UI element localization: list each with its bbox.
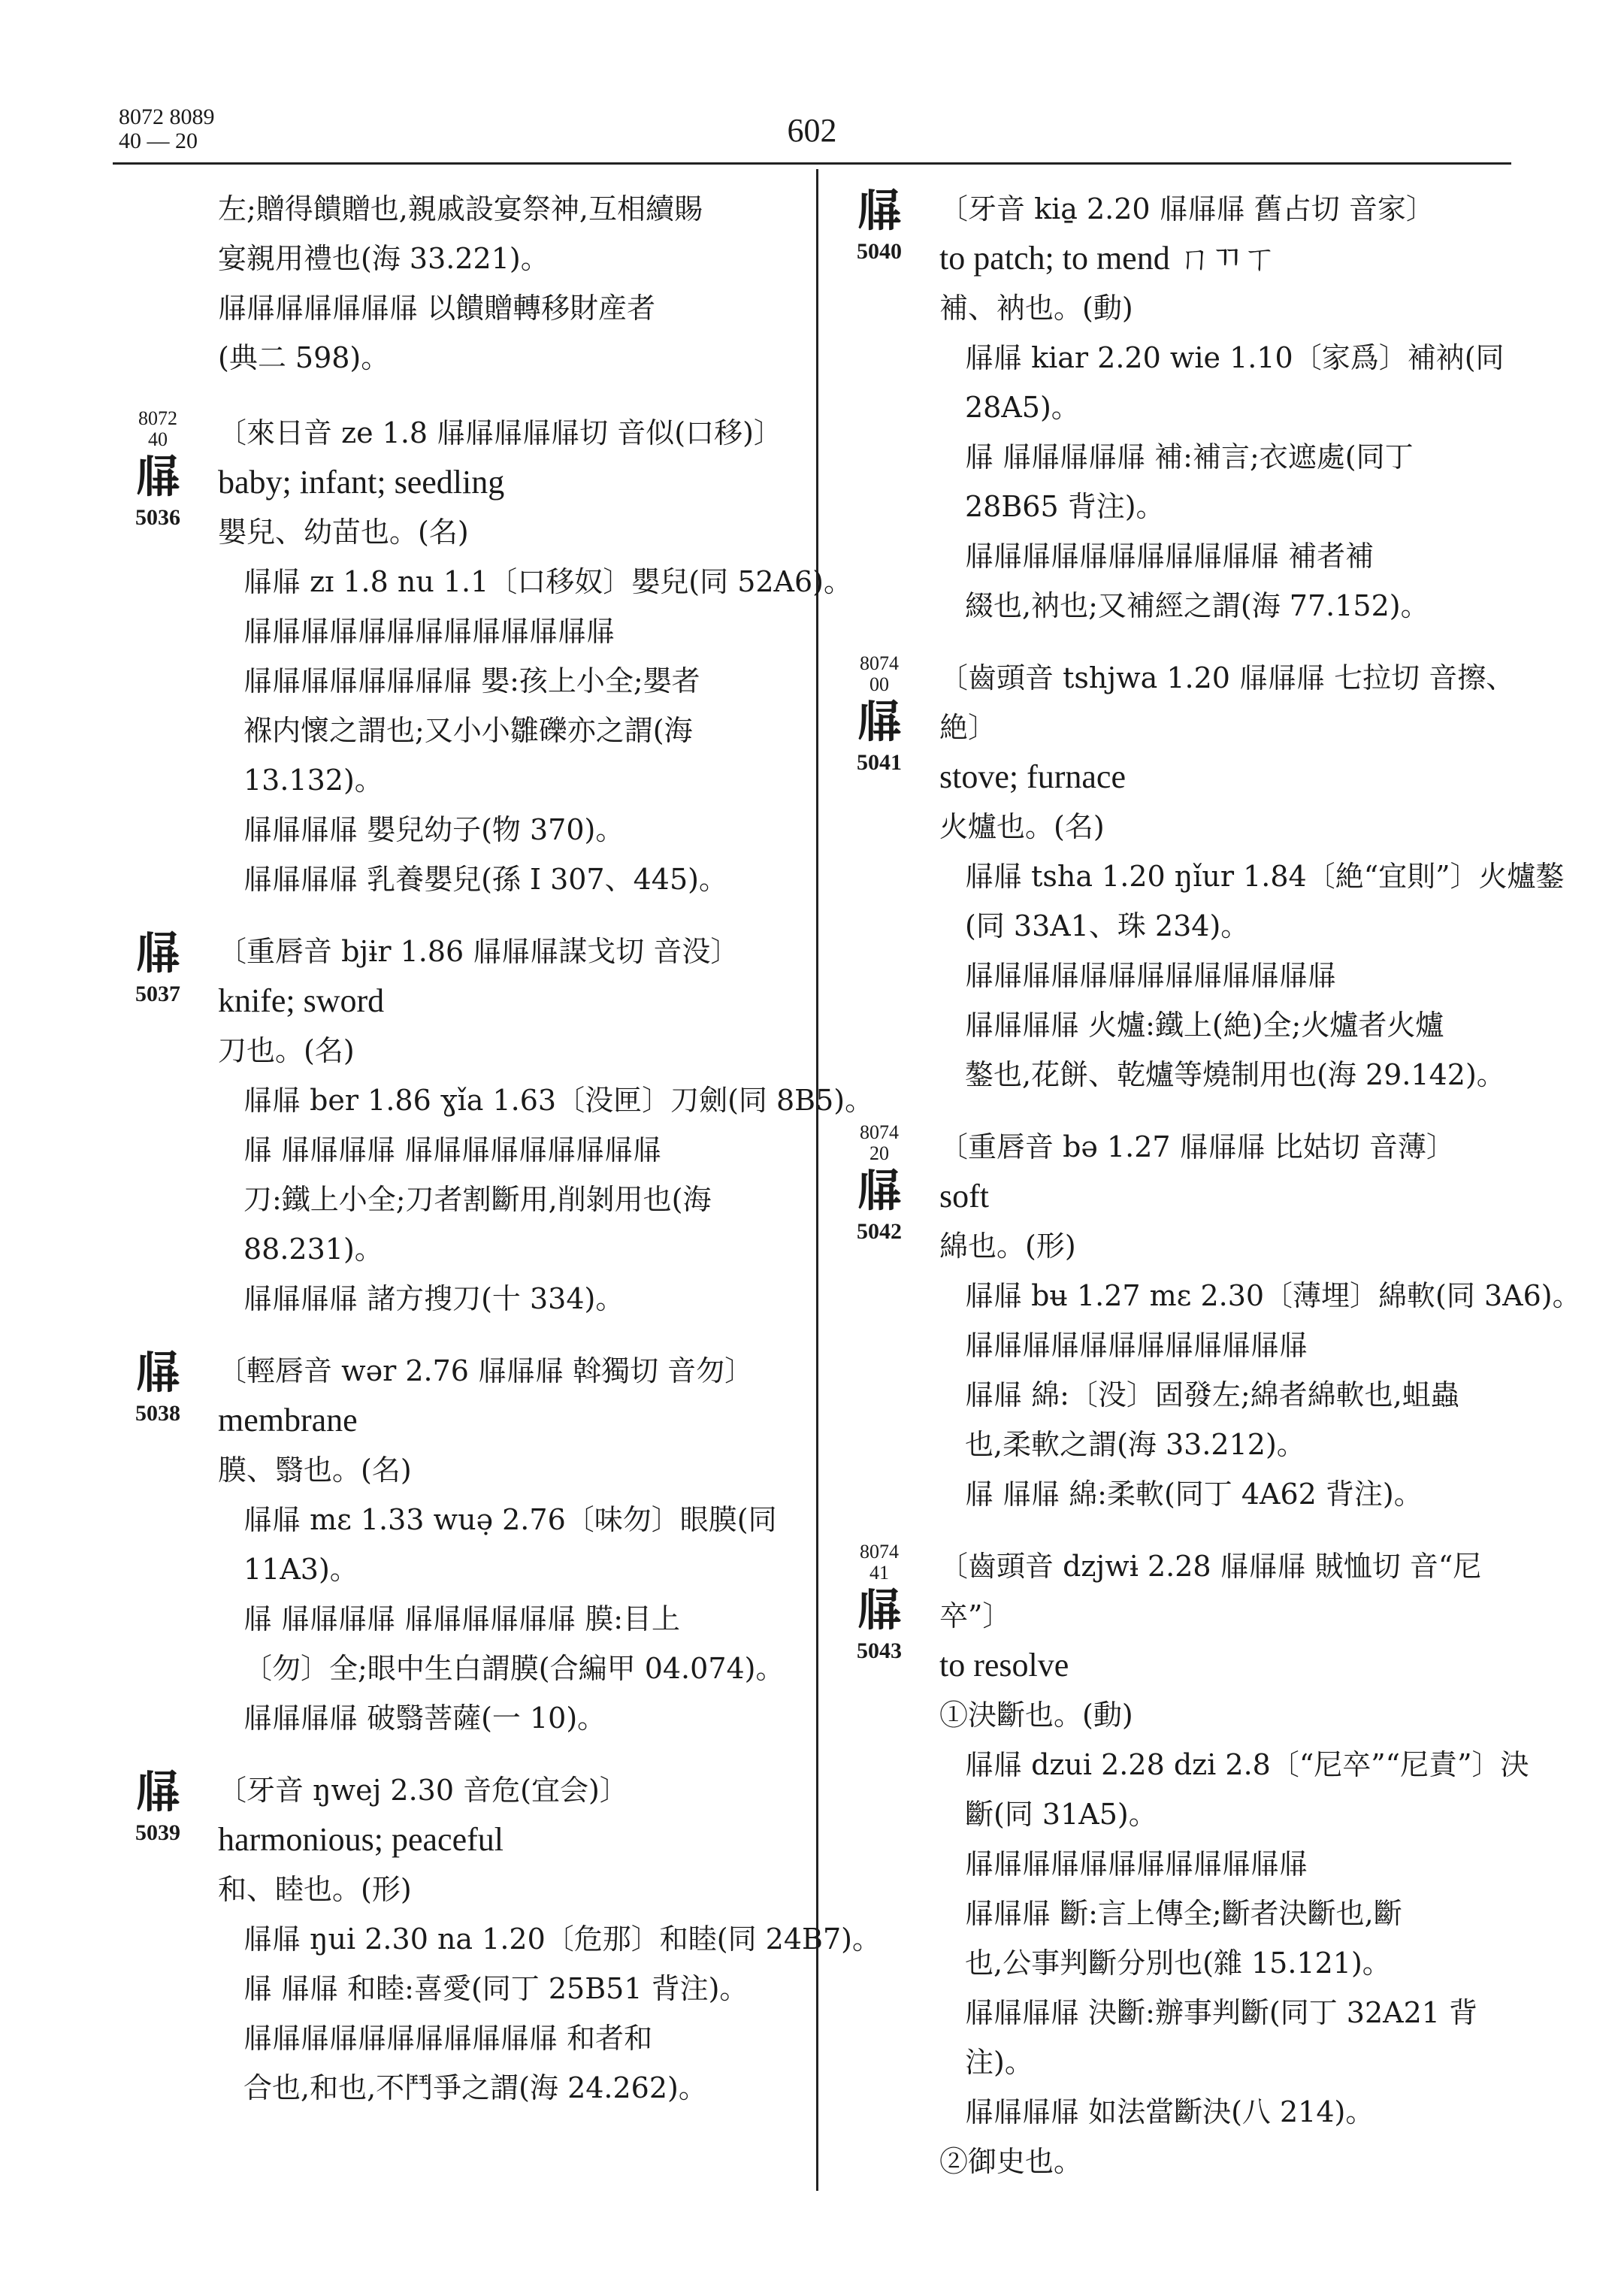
- phonetic-line: 〔來日音 ze 1.8 𗅁𗅁𗅁𗅁𗅁切 音似(口移)〕: [218, 416, 782, 449]
- example-line: 𗅁 𗅁𗅁𗅁𗅁𗅁 補:補言;衣遮處(同丁: [965, 440, 1414, 473]
- example-line: 𗅁𗅁𗅁𗅁 如法當斷決(八 214)。: [965, 2095, 1375, 2128]
- example-line: (同 33A1、珠 234)。: [965, 909, 1250, 942]
- example-line: 𗅁𗅁𗅁𗅁𗅁𗅁𗅁𗅁𗅁𗅁𗅁𗅁𗅁: [243, 615, 615, 648]
- dictionary-entry: [834, 652, 1565, 1100]
- entry-code: 8074: [860, 1121, 899, 1143]
- dictionary-entry: [113, 407, 853, 904]
- entry-number: 5036: [135, 505, 180, 530]
- phonetic-line: 〔重唇音 bjɨr 1.86 𗅁𗅁𗅁謀戈切 音没〕: [218, 935, 739, 968]
- example-line: 𗅁𗅁𗅁 斷:言上傳全;斷者決斷也,斷: [965, 1897, 1402, 1930]
- entry-subcode: 20: [869, 1142, 889, 1164]
- entry-number: 5042: [857, 1219, 902, 1244]
- example-line: 28B65 背注)。: [965, 490, 1165, 523]
- example-line: 𗅁𗅁𗅁𗅁 決斷:辦事判斷(同丁 32A21 背: [965, 1996, 1478, 2029]
- headword-glyph: 𗅁: [135, 451, 180, 504]
- example-line: 28A5)。: [965, 391, 1080, 424]
- example-line: 𗅁𗅁𗅁𗅁𗅁𗅁𗅁𗅁 嬰:孩上小全;嬰者: [243, 664, 700, 697]
- page-number: 602: [787, 112, 837, 149]
- example-line: 褓内懷之謂也;又小小雛礫亦之謂(海: [243, 714, 693, 747]
- english-definition: to resolve: [939, 1647, 1069, 1684]
- english-definition: harmonious; peaceful: [218, 1821, 504, 1858]
- dictionary-entry: [113, 1346, 800, 1743]
- chinese-gloss: 膜、翳也。(名): [218, 1454, 412, 1487]
- example-line: 88.231)。: [243, 1233, 383, 1266]
- example-line: 𗅁𗅁𗅁𗅁𗅁𗅁𗅁𗅁𗅁𗅁𗅁 補者補: [965, 540, 1375, 573]
- example-line: 𗅁𗅁 zɪ 1.8 nu 1.1〔口移奴〕嬰兒(同 52A6)。: [243, 565, 853, 598]
- header-codes-top: 8072 8089: [119, 104, 215, 129]
- example-line: 〔勿〕全;眼中生白謂膜(合編甲 04.074)。: [243, 1652, 785, 1685]
- example-line: (典二 598)。: [218, 341, 390, 374]
- example-line: 左;贈得饋贈也,親戚設宴祭神,互相續賜: [218, 192, 703, 225]
- entry-marker: [834, 653, 924, 776]
- example-line: 綴也,衲也;又補經之謂(海 77.152)。: [965, 589, 1429, 622]
- example-line: 𗅁𗅁𗅁𗅁𗅁𗅁𗅁 以饋贈轉移財産者: [218, 292, 656, 325]
- example-line: 𗅁𗅁 bʉ 1.27 mɛ 2.30〔薄埋〕綿軟(同 3A6)。: [965, 1279, 1581, 1312]
- entry-code: 8072: [138, 407, 177, 429]
- example-line: 𗅁𗅁𗅁𗅁 嬰兒幼子(物 370)。: [243, 813, 624, 846]
- example-line: 𗅁𗅁𗅁𗅁𗅁𗅁𗅁𗅁𗅁𗅁𗅁𗅁: [965, 1847, 1308, 1880]
- chinese-gloss: 補、衲也。(動): [939, 292, 1133, 325]
- example-line: 13.132)。: [243, 764, 383, 797]
- example-line: 𗅁 𗅁𗅁 綿:柔軟(同丁 4A62 背注)。: [965, 1478, 1423, 1511]
- example-line: 11A3)。: [243, 1553, 358, 1586]
- phonetic-line: 卒”〕: [939, 1599, 1012, 1632]
- entry-number: 5037: [135, 982, 180, 1006]
- english-definition: soft: [939, 1178, 989, 1215]
- example-line: 𗅁𗅁𗅁𗅁 火爐:鐵上(絶)全;火爐者火爐: [965, 1009, 1444, 1042]
- entry-number: 5041: [857, 750, 902, 775]
- example-line: 𗅁 𗅁𗅁𗅁𗅁 𗅁𗅁𗅁𗅁𗅁𗅁𗅁𗅁𗅁: [243, 1133, 662, 1166]
- entry-subcode: 00: [869, 673, 889, 695]
- headword-glyph: 𗅁: [135, 1766, 180, 1819]
- dictionary-entry: [834, 1541, 1529, 2186]
- chinese-gloss: 綿也。(形): [939, 1230, 1076, 1263]
- phonetic-line: 絶〕: [939, 711, 997, 744]
- chinese-gloss: ①決斷也。(動): [939, 1699, 1133, 1732]
- example-line: 鏊也,花餅、乾爐等燒制用也(海 29.142)。: [965, 1058, 1505, 1091]
- column-divider: [816, 169, 818, 2191]
- entry-number: 5043: [857, 1638, 902, 1663]
- dictionary-entry: [113, 927, 874, 1324]
- example-line: 宴親用禮也(海 33.221)。: [218, 242, 549, 275]
- english-definition: stove; furnace: [939, 758, 1126, 795]
- example-line: 𗅁 𗅁𗅁𗅁𗅁 𗅁𗅁𗅁𗅁𗅁𗅁 膜:目上: [243, 1602, 681, 1635]
- entry-number: 5039: [135, 1820, 180, 1845]
- headword-glyph: 𗅁: [857, 185, 902, 237]
- entry-number: 5040: [857, 239, 902, 264]
- example-line: 𗅁 𗅁𗅁 和睦:喜愛(同丁 25B51 背注)。: [243, 1972, 748, 2005]
- chinese-gloss: ②御史也。: [939, 2145, 1083, 2178]
- chinese-gloss: 和、睦也。(形): [218, 1873, 412, 1906]
- example-line: 𗅁𗅁𗅁𗅁 破翳菩薩(一 10)。: [243, 1702, 606, 1735]
- english-definition: knife; sword: [218, 982, 385, 1019]
- headword-glyph: 𗅁: [857, 696, 902, 749]
- example-line: 𗅁𗅁 kiar 2.20 wie 1.10〔家爲〕補衲(同: [965, 341, 1505, 374]
- entry-marker: [113, 408, 203, 531]
- entry-marker: [113, 1765, 203, 1847]
- example-line: 也,柔軟之謂(海 33.212)。: [965, 1428, 1305, 1461]
- entry-marker: [834, 184, 924, 265]
- phonetic-line: 〔輕唇音 wər 2.76 𗅁𗅁𗅁 斡獨切 音勿〕: [218, 1354, 754, 1387]
- example-line: 注)。: [965, 2046, 1033, 2079]
- header-codes-bottom: 40 — 20: [119, 129, 198, 153]
- example-line: 斷(同 31A5)。: [965, 1798, 1157, 1831]
- phonetic-line: 〔齒頭音 dzjwɨ 2.28 𗅁𗅁𗅁 賊恤切 音“尼: [939, 1550, 1482, 1583]
- entry-number: 5038: [135, 1401, 180, 1426]
- example-line: 𗅁𗅁𗅁𗅁𗅁𗅁𗅁𗅁𗅁𗅁𗅁 和者和: [243, 2022, 653, 2055]
- example-line: 𗅁𗅁 dzui 2.28 dzi 2.8〔“尼卒”“尼責”〕決: [965, 1748, 1529, 1781]
- header-rule: [113, 162, 1511, 165]
- phonetic-line: 〔重唇音 bə 1.27 𗅁𗅁𗅁 比姑切 音薄〕: [939, 1130, 1455, 1163]
- dictionary-entry: [834, 1121, 1581, 1519]
- entry-marker: [834, 1122, 924, 1245]
- example-line: 合也,和也,不鬥爭之謂(海 24.262)。: [243, 2071, 707, 2104]
- example-line: 𗅁𗅁𗅁𗅁 諸方搜刀(十 334)。: [243, 1282, 624, 1315]
- example-line: 𗅁𗅁 ŋui 2.30 na 1.20〔危那〕和睦(同 24B7)。: [243, 1923, 881, 1956]
- chinese-gloss: 嬰兒、幼苗也。(名): [218, 516, 469, 549]
- example-line: 也,公事判斷分別也(雜 15.121)。: [965, 1947, 1391, 1980]
- example-line: 𗅁𗅁𗅁𗅁𗅁𗅁𗅁𗅁𗅁𗅁𗅁𗅁: [965, 1329, 1308, 1362]
- example-line: 𗅁𗅁𗅁𗅁 乳養嬰兒(孫 I 307、445)。: [243, 863, 727, 896]
- phonetic-line: 〔牙音 kia̱ 2.20 𗅁𗅁𗅁 舊占切 音家〕: [939, 192, 1435, 225]
- example-line: 𗅁𗅁𗅁𗅁𗅁𗅁𗅁𗅁𗅁𗅁𗅁𗅁𗅁: [965, 959, 1337, 992]
- dictionary-entry: [834, 184, 1514, 631]
- headword-glyph: 𗅁: [857, 1165, 902, 1218]
- headword-glyph: 𗅁: [135, 1347, 180, 1399]
- english-definition: baby; infant; seedling: [218, 464, 505, 501]
- example-line: 𗅁𗅁 綿:〔没〕固發左;綿者綿軟也,蛆蟲: [965, 1378, 1459, 1411]
- entry-marker: [834, 1541, 924, 1665]
- continued-entry: [113, 184, 800, 383]
- english-definition: membrane: [218, 1402, 358, 1438]
- example-line: 刀:鐵上小全;刀者割斷用,削剝用也(海: [243, 1183, 712, 1216]
- entry-code: 8074: [860, 1541, 899, 1563]
- chinese-gloss: 刀也。(名): [218, 1034, 355, 1067]
- entry-code: 8074: [860, 652, 899, 674]
- english-definition: to patch; to mend ㄇㄲㄒ: [939, 240, 1277, 277]
- example-line: 𗅁𗅁 ber 1.86 ɣǐa 1.63〔没匣〕刀劍(同 8B5)。: [243, 1084, 874, 1117]
- example-line: 𗅁𗅁 tsha 1.20 ŋǐur 1.84〔絶“宜則”〕火爐鏊: [965, 860, 1565, 893]
- phonetic-line: 〔齒頭音 tshjwa 1.20 𗅁𗅁𗅁 七拉切 音擦、: [939, 661, 1515, 694]
- entry-marker: [113, 927, 203, 1008]
- entry-subcode: 41: [869, 1562, 889, 1584]
- chinese-gloss: 火爐也。(名): [939, 810, 1105, 843]
- headword-glyph: 𗅁: [135, 927, 180, 980]
- entry-marker: [113, 1346, 203, 1427]
- headword-glyph: 𗅁: [857, 1584, 902, 1637]
- right-column: [834, 184, 1581, 2209]
- entry-subcode: 40: [148, 428, 168, 450]
- phonetic-line: 〔牙音 ŋwej 2.30 音危(宜会)〕: [218, 1774, 628, 1807]
- example-line: 𗅁𗅁 mɛ 1.33 wuə̣ 2.76〔味勿〕眼膜(同: [243, 1503, 777, 1536]
- dictionary-entry: [113, 1765, 881, 2113]
